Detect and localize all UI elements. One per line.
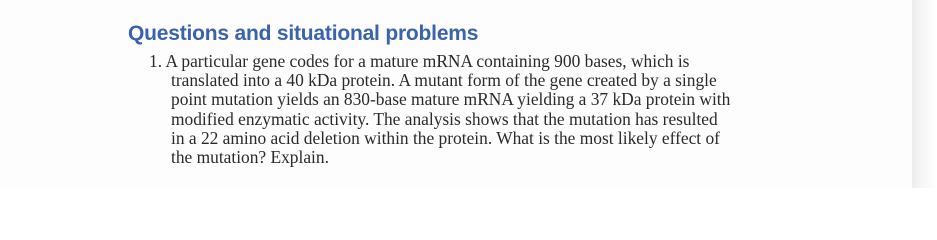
question-number: 1. [149, 51, 163, 71]
question-text-line: in a 22 amino acid deletion within the protein. What is the most likely effect of [171, 127, 720, 148]
section-heading: Questions and situational problems [128, 22, 479, 45]
question-1 [149, 52, 839, 167]
page-edge-shadow [912, 0, 937, 188]
question-text-line: translated into a 40 kDa protein. A mutant form of the gene created by a single [171, 70, 717, 91]
question-line-1 [149, 52, 839, 71]
question-text-line: point mutation yields an 830-base mature mRNA yielding a 37 kDa protein with [171, 89, 731, 110]
question-text-line: the mutation? Explain. [171, 147, 329, 168]
question-text-line: A particular gene codes for a mature mRNA containing 900 bases, which is [165, 51, 690, 71]
question-text-line: modified enzymatic activity. The analysis shows that the mutation has resulted [171, 108, 718, 129]
